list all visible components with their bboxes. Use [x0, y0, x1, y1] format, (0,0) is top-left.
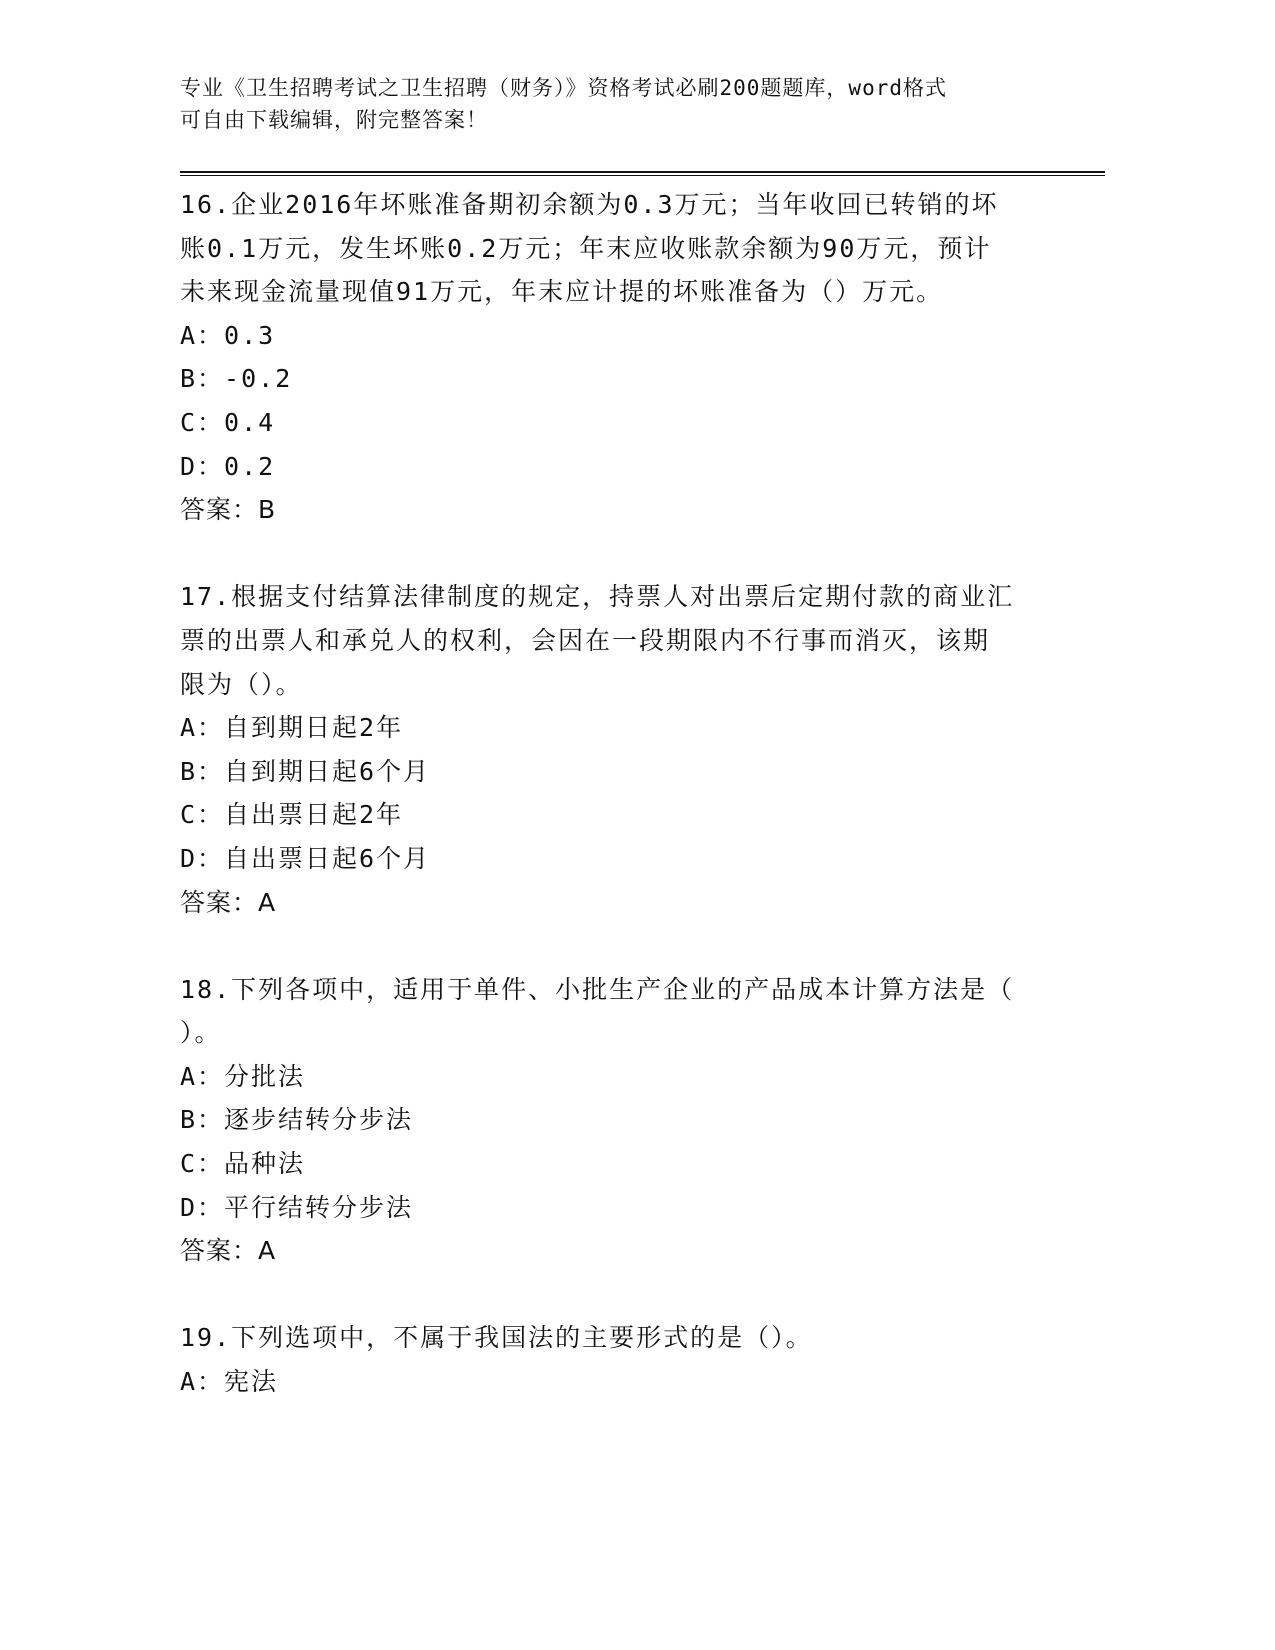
question-list [180, 183, 1014, 1447]
option-A: A：分批法 [180, 1061, 306, 1091]
header-line: 可自由下载编辑，附完整答案！ [180, 108, 488, 132]
option-B: B：-0.2 [180, 364, 293, 394]
question-text: 17.根据支付结算法律制度的规定，持票人对出票后定期付款的商业汇 [180, 582, 1015, 612]
question-17 [180, 575, 1014, 924]
option-A: A：自到期日起2年 [180, 713, 404, 743]
option-B: B：自到期日起6个月 [180, 756, 431, 786]
question-text: 账0.1万元，发生坏账0.2万元；年末应收账款余额为90万元，预计 [180, 233, 992, 263]
question-text: 18.下列各项中，适用于单件、小批生产企业的产品成本计算方法是（ [180, 974, 1015, 1004]
option-D: D：0.2 [180, 451, 276, 481]
question-text: 16.企业2016年坏账准备期初余额为0.3万元；当年收回已转销的坏 [180, 190, 999, 219]
question-text: 未来现金流量现值91万元，年末应计提的坏账准备为（）万元。 [180, 277, 944, 307]
header-divider [180, 171, 1105, 176]
header-line: 专业《卫生招聘考试之卫生招聘（财务）》资格考试必刷200题题库，word格式 [180, 76, 947, 100]
option-C: C：品种法 [180, 1149, 306, 1179]
option-C: C：自出票日起2年 [180, 800, 404, 830]
answer: 答案：B [180, 495, 277, 525]
option-A: A：宪法 [180, 1367, 279, 1397]
option-B: B：逐步结转分步法 [180, 1105, 414, 1135]
question-text: ）。 [180, 1018, 222, 1048]
question-19 [180, 1316, 1014, 1403]
option-A: A：0.3 [180, 320, 276, 350]
question-16 [180, 183, 1014, 532]
question-text: 19.下列选项中，不属于我国法的主要形式的是（）。 [180, 1323, 813, 1353]
document-header [180, 72, 947, 136]
answer: 答案：A [180, 1236, 277, 1266]
question-text: 票的出票人和承兑人的权利，会因在一段期限内不行事而消灭，该期 [180, 625, 991, 655]
question-18 [180, 968, 1014, 1273]
option-C: C：0.4 [180, 407, 276, 437]
question-text: 限为（）。 [180, 669, 303, 699]
option-D: D：平行结转分步法 [180, 1192, 414, 1222]
option-D: D：自出票日起6个月 [180, 843, 431, 873]
answer: 答案：A [180, 887, 277, 917]
